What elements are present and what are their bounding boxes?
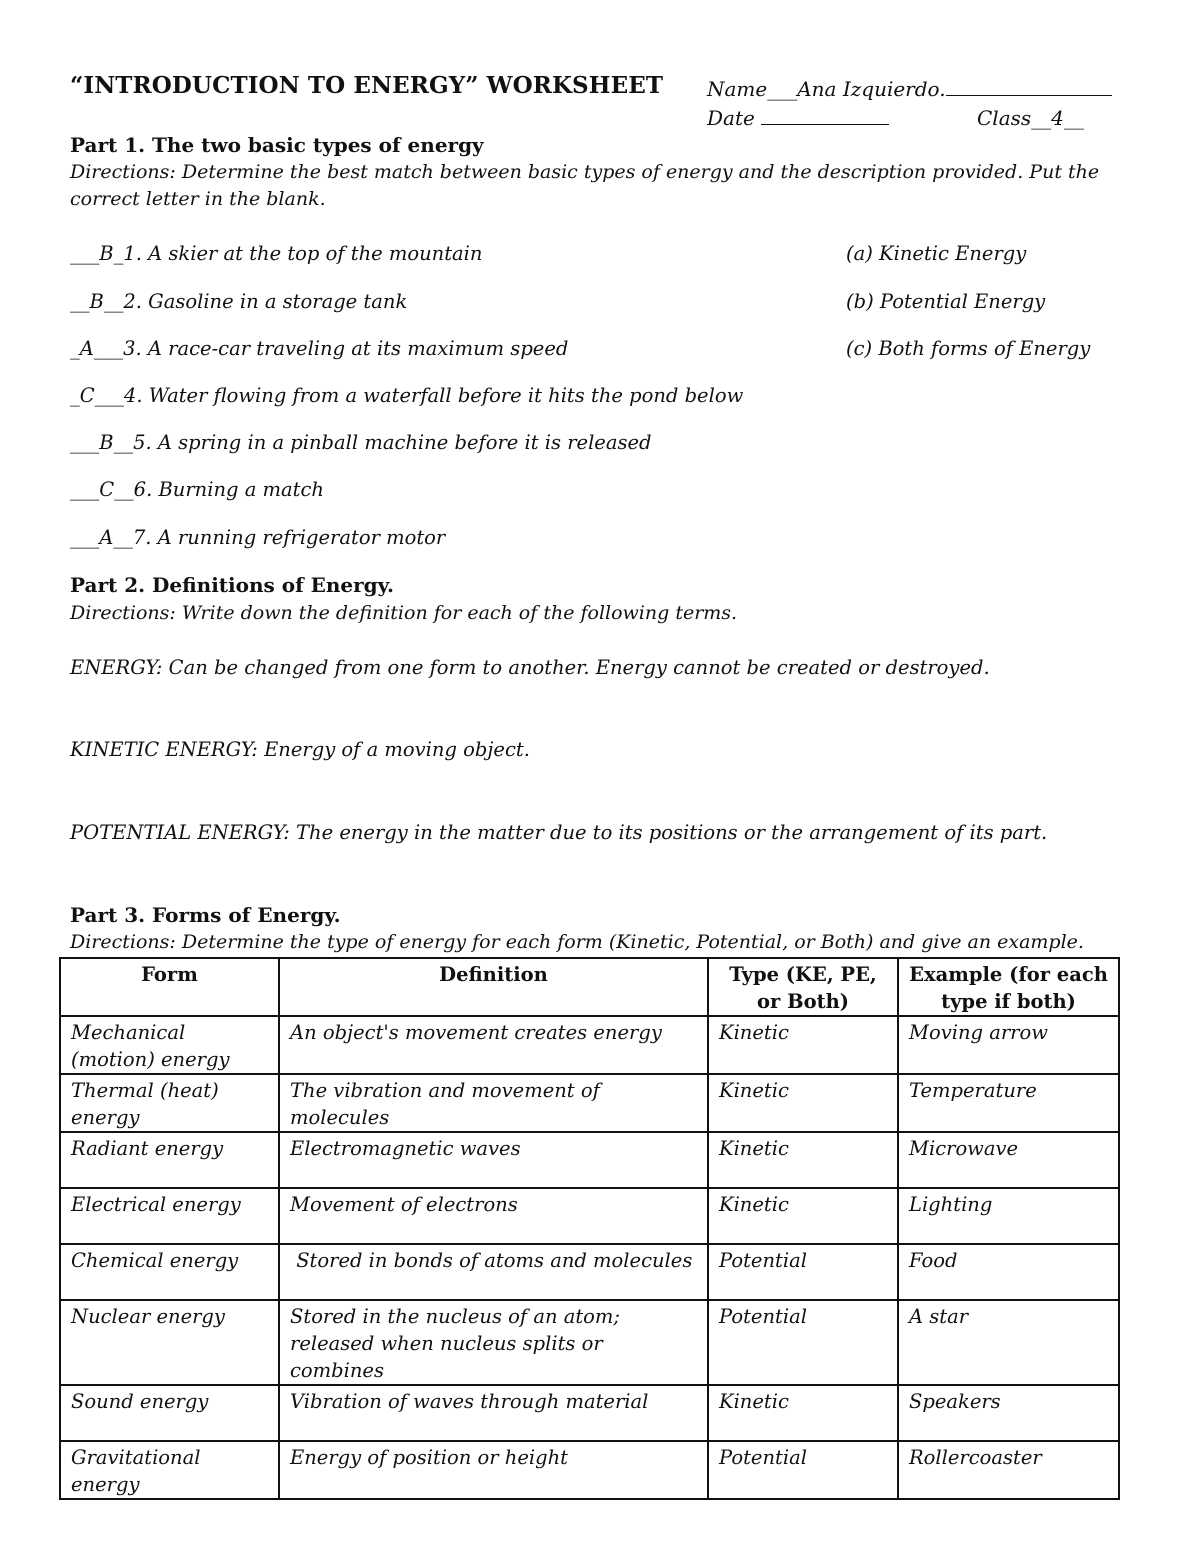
name-line	[707, 77, 1112, 101]
type-cell[interactable]: Potential	[708, 1244, 898, 1300]
definition-cell[interactable]: Stored in the nucleus of an atom; released when nucleus splits or combines	[279, 1300, 708, 1385]
type-cell[interactable]: Kinetic	[708, 1188, 898, 1244]
table-row	[60, 1244, 1119, 1300]
energy-definition[interactable]: ENERGY: Can be changed from one form to another. Energy cannot be created or destroyed.	[70, 656, 990, 679]
question-7[interactable]: ___A__7. A running refrigerator motor	[70, 526, 446, 549]
column-header-example: Example (for each type if both)	[898, 958, 1119, 1016]
definition-cell[interactable]: Energy of position or height	[279, 1441, 708, 1499]
example-cell[interactable]: Rollercoaster	[898, 1441, 1119, 1499]
type-cell[interactable]: Kinetic	[708, 1385, 898, 1441]
form-cell: Sound energy	[60, 1385, 279, 1441]
table-row	[60, 1385, 1119, 1441]
question-1[interactable]: ___B_1. A skier at the top of the mountain	[70, 242, 483, 265]
name-label: Name___Ana Izquierdo.	[707, 77, 946, 101]
part3-directions: Directions: Determine the type of energy for each form (Kinetic, Potential, or Both) and give an example.	[70, 931, 1084, 953]
table-row	[60, 1188, 1119, 1244]
part2-directions: Directions: Write down the definition for each of the following terms.	[70, 602, 738, 624]
part3-heading: Part 3. Forms of Energy.	[70, 903, 341, 927]
column-header-definition: Definition	[279, 958, 708, 1016]
name-blank[interactable]	[946, 77, 1112, 96]
choice-a: (a) Kinetic Energy	[846, 242, 1027, 265]
kinetic-energy-definition[interactable]: KINETIC ENERGY: Energy of a moving object.	[70, 738, 530, 761]
definition-cell[interactable]: Electromagnetic waves	[279, 1132, 708, 1188]
worksheet-title: “INTRODUCTION TO ENERGY” WORKSHEET	[70, 72, 664, 99]
part2-heading: Part 2. Definitions of Energy.	[70, 573, 394, 597]
definition-cell[interactable]: Movement of electrons	[279, 1188, 708, 1244]
form-cell: Electrical energy	[60, 1188, 279, 1244]
form-cell: Chemical energy	[60, 1244, 279, 1300]
table-row	[60, 1132, 1119, 1188]
choice-b: (b) Potential Energy	[846, 290, 1046, 313]
example-cell[interactable]: Microwave	[898, 1132, 1119, 1188]
potential-energy-definition[interactable]: POTENTIAL ENERGY: The energy in the matter due to its positions or the arrangement of its part.	[70, 821, 1048, 844]
form-cell: Nuclear energy	[60, 1300, 279, 1385]
date-line	[707, 106, 889, 130]
definition-cell[interactable]: Vibration of waves through material	[279, 1385, 708, 1441]
form-cell: Thermal (heat) energy	[60, 1074, 279, 1132]
type-cell[interactable]: Kinetic	[708, 1132, 898, 1188]
form-cell: Mechanical (motion) energy	[60, 1016, 279, 1074]
table-row	[60, 1016, 1119, 1074]
type-cell[interactable]: Kinetic	[708, 1016, 898, 1074]
type-cell[interactable]: Potential	[708, 1441, 898, 1499]
definition-cell[interactable]: An object's movement creates energy	[279, 1016, 708, 1074]
date-blank[interactable]	[761, 106, 889, 125]
column-header-type: Type (KE, PE, or Both)	[708, 958, 898, 1016]
table-row	[60, 1300, 1119, 1385]
example-cell[interactable]: Temperature	[898, 1074, 1119, 1132]
example-cell[interactable]: Food	[898, 1244, 1119, 1300]
type-cell[interactable]: Kinetic	[708, 1074, 898, 1132]
form-cell: Gravitational energy	[60, 1441, 279, 1499]
forms-of-energy-table	[59, 957, 1120, 1500]
form-cell: Radiant energy	[60, 1132, 279, 1188]
example-cell[interactable]: Speakers	[898, 1385, 1119, 1441]
question-3[interactable]: _A___3. A race-car traveling at its maximum speed	[70, 337, 569, 360]
question-2[interactable]: __B__2. Gasoline in a storage tank	[70, 290, 408, 313]
type-cell[interactable]: Potential	[708, 1300, 898, 1385]
table-header-row	[60, 958, 1119, 1016]
definition-cell[interactable]: The vibration and movement of molecules	[279, 1074, 708, 1132]
definition-cell[interactable]: Stored in bonds of atoms and molecules	[279, 1244, 708, 1300]
question-5[interactable]: ___B__5. A spring in a pinball machine before it is released	[70, 431, 652, 454]
question-6[interactable]: ___C__6. Burning a match	[70, 478, 324, 501]
table-row	[60, 1074, 1119, 1132]
question-4[interactable]: _C___4. Water flowing from a waterfall before it hits the pond below	[70, 384, 744, 407]
column-header-form: Form	[60, 958, 279, 1016]
part1-directions-line2: correct letter in the blank.	[70, 188, 326, 210]
date-label: Date	[707, 106, 755, 130]
class-label: Class__4__	[977, 106, 1084, 130]
table-row	[60, 1441, 1119, 1499]
example-cell[interactable]: Lighting	[898, 1188, 1119, 1244]
choice-c: (c) Both forms of Energy	[846, 337, 1091, 360]
part1-heading: Part 1. The two basic types of energy	[70, 133, 484, 157]
example-cell[interactable]: Moving arrow	[898, 1016, 1119, 1074]
example-cell[interactable]: A star	[898, 1300, 1119, 1385]
part1-directions-line1: Directions: Determine the best match between basic types of energy and the description provided. Put the	[70, 161, 1100, 183]
